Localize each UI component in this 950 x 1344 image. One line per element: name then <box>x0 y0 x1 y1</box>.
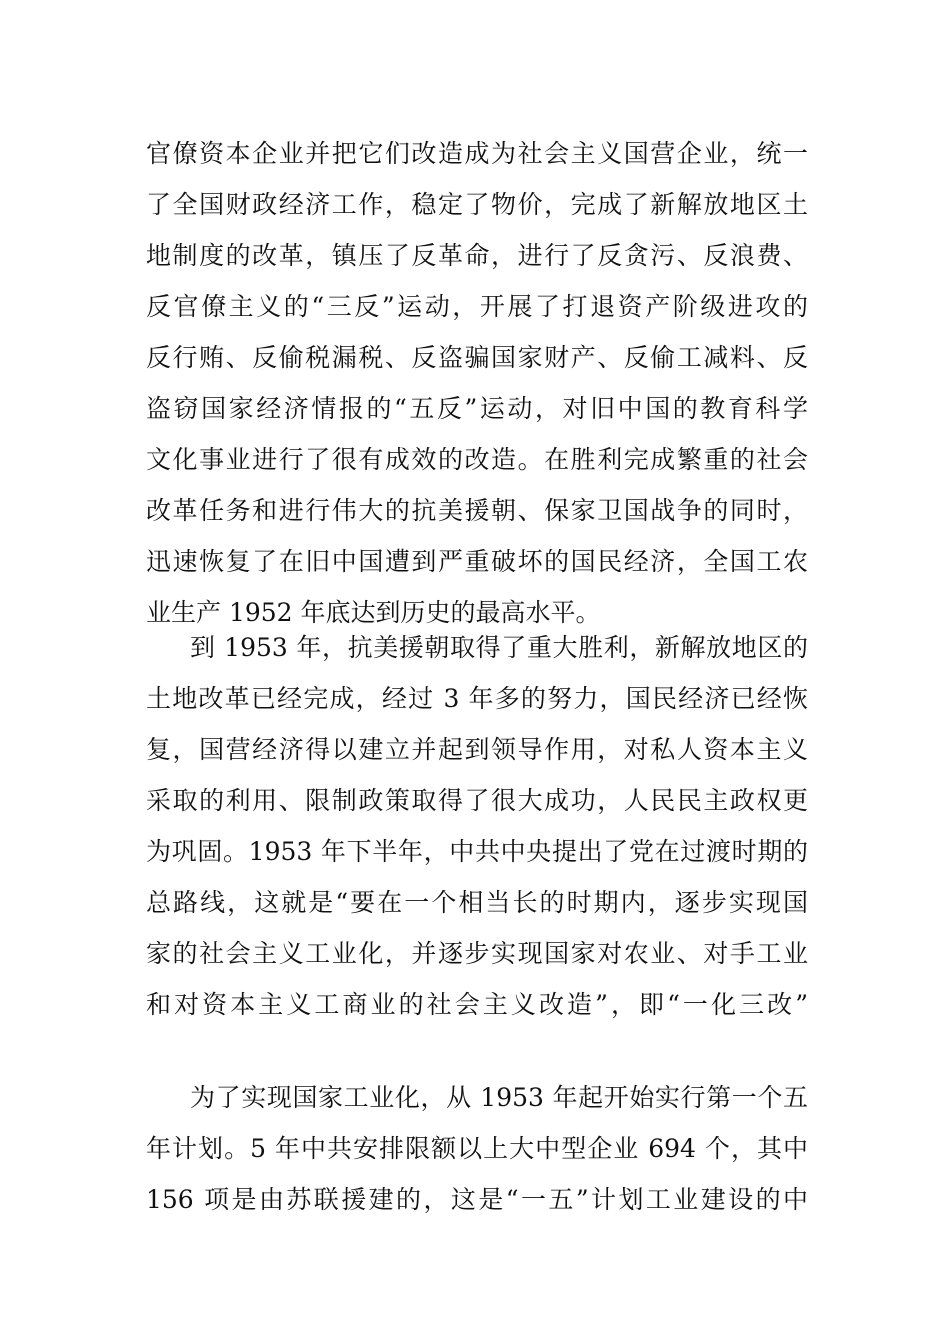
paragraph-2-line-4: 采取的利用、限制政策取得了很大成功，人民民主政权更 <box>146 786 808 815</box>
paragraph-1-line-1: 官僚资本企业并把它们改造成为社会主义国营企业，统一 <box>146 139 808 168</box>
paragraph-2-line-2: 土地改革已经完成，经过 3 年多的努力，国民经济已经恢 <box>146 684 808 713</box>
paragraph-1-line-10: 业生产 1952 年底达到历史的最高水平。 <box>146 598 601 627</box>
paragraph-2-line-7: 家的社会主义工业化，并逐步实现国家对农业、对手工业 <box>146 939 808 968</box>
paragraph-2-line-1: 到 1953 年，抗美援朝取得了重大胜利，新解放地区的 <box>190 633 808 662</box>
paragraph-2 <box>146 622 808 1030</box>
paragraph-2-line-5: 为巩固。1953 年下半年，中共中央提出了党在过渡时期的 <box>146 837 808 866</box>
paragraph-1-line-3: 地制度的改革，镇压了反革命，进行了反贪污、反浪费、 <box>146 241 808 270</box>
paragraph-2-line-8: 和对资本主义工商业的社会主义改造”，即“一化三改” <box>146 990 808 1019</box>
paragraph-1-line-4: 反官僚主义的“三反”运动，开展了打退资产阶级进攻的 <box>146 292 808 321</box>
paragraph-3-line-3: 156 项是由苏联援建的，这是“一五”计划工业建设的中 <box>146 1185 808 1214</box>
paragraph-1-line-8: 改革任务和进行伟大的抗美援朝、保家卫国战争的同时， <box>146 496 808 525</box>
paragraph-1-line-5: 反行贿、反偷税漏税、反盗骗国家财产、反偷工减料、反 <box>146 343 808 372</box>
paragraph-1-line-9: 迅速恢复了在旧中国遭到严重破坏的国民经济，全国工农 <box>146 547 808 576</box>
paragraph-1 <box>146 128 808 638</box>
paragraph-2-line-6: 总路线，这就是“要在一个相当长的时期内，逐步实现国 <box>146 888 808 917</box>
paragraph-1-line-2: 了全国财政经济工作，稳定了物价，完成了新解放地区土 <box>146 190 808 219</box>
paragraph-1-line-7: 文化事业进行了很有成效的改造。在胜利完成繁重的社会 <box>146 445 808 474</box>
paragraph-3 <box>146 1072 808 1225</box>
paragraph-2-line-3: 复，国营经济得以建立并起到领导作用，对私人资本主义 <box>146 735 808 764</box>
paragraph-1-line-6: 盗窃国家经济情报的“五反”运动，对旧中国的教育科学 <box>146 394 808 423</box>
paragraph-3-line-1: 为了实现国家工业化，从 1953 年起开始实行第一个五 <box>190 1083 808 1112</box>
paragraph-3-line-2: 年计划。5 年中共安排限额以上大中型企业 694 个，其中 <box>146 1134 808 1163</box>
